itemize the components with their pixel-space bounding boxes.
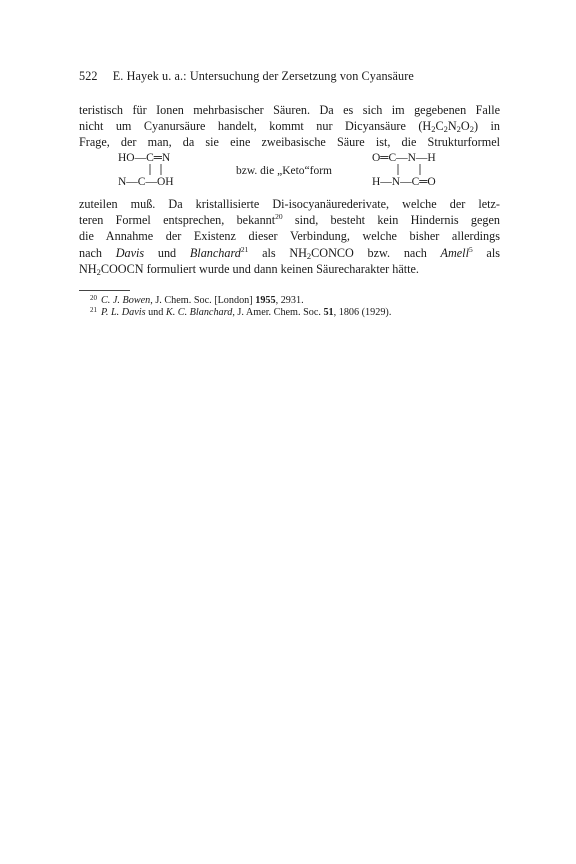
running-header: [79, 69, 499, 84]
formula-right-top: O═C—N—H: [372, 152, 436, 164]
formula-middle-text: bzw. die „Keto“form: [236, 165, 333, 177]
para2-line5: $NH_2COOCN$ formuliert wurde und dann keinen Säurecharakter hätte.: [79, 261, 419, 277]
formula-left-top: HO—C═N: [118, 152, 171, 164]
paragraph-2: [79, 196, 500, 277]
para1-line3: Frage, der man, da sie eine zweibasische Säure ist, die Strukturformel: [79, 135, 500, 150]
formula-drawing: [0, 150, 576, 192]
para2-line1: zuteilen muß. Da kristallisierte Di-isocyanäurederivate, welche der letz-: [79, 197, 500, 211]
running-title: E. Hayek u. a.: Untersuchung der Zersetzung von Cyansäure: [112, 69, 414, 83]
para2-line3: die Annahme der Existenz dieser Verbindung, welche bisher allerdings: [79, 229, 500, 244]
page-number: 522: [79, 69, 98, 83]
footnote-number: 20: [90, 294, 97, 302]
structural-formulas: [0, 150, 576, 192]
para2-line2: teren Formel entsprechen, bekannt$^{20}$ sind, besteht kein Hindernis gegen: [79, 212, 500, 228]
footnote-volume: 51: [323, 307, 334, 318]
footnote-ref-5[interactable]: 5: [468, 244, 473, 254]
footnote-ref-20[interactable]: 20: [275, 212, 283, 222]
footnote-author: K. C. Blanchard: [165, 307, 233, 318]
para1-line1: teristisch für Ionen mehrbasischer Säuren. Da es sich im gegebenen Falle: [79, 103, 500, 117]
para2-line4: nach Davis und Blanchard$^{21}$ als $NH_2CONCO$ bzw. nach Amell$^5$ als: [79, 244, 500, 261]
footnote-20: $^{20}$ C. J. Bowen, J. Chem. Soc. [London] 1955, 2931.: [90, 294, 304, 306]
footnote-separator: [79, 290, 130, 291]
footnote-ref-21[interactable]: 21: [240, 244, 249, 254]
footnote-author: C. J. Bowen: [101, 295, 151, 306]
formula-right-bottom: H—N—C═O: [372, 176, 436, 188]
para1-line2: nicht um Cyanursäure handelt, kommt nur Dicyansäure $(H_2C_2N_2O_2)$ in: [79, 119, 500, 135]
footnote-year: 1955: [255, 295, 276, 306]
footnote-number: 21: [90, 306, 97, 314]
formula-left-bottom: N—C—OH: [118, 176, 174, 188]
paragraph-1: [79, 102, 500, 151]
footnote-21: $^{21}$ P. L. Davis und K. C. Blanchard, J. Amer. Chem. Soc. 51, 1806 (1929).: [90, 306, 392, 318]
footnote-author: P. L. Davis: [101, 307, 146, 318]
